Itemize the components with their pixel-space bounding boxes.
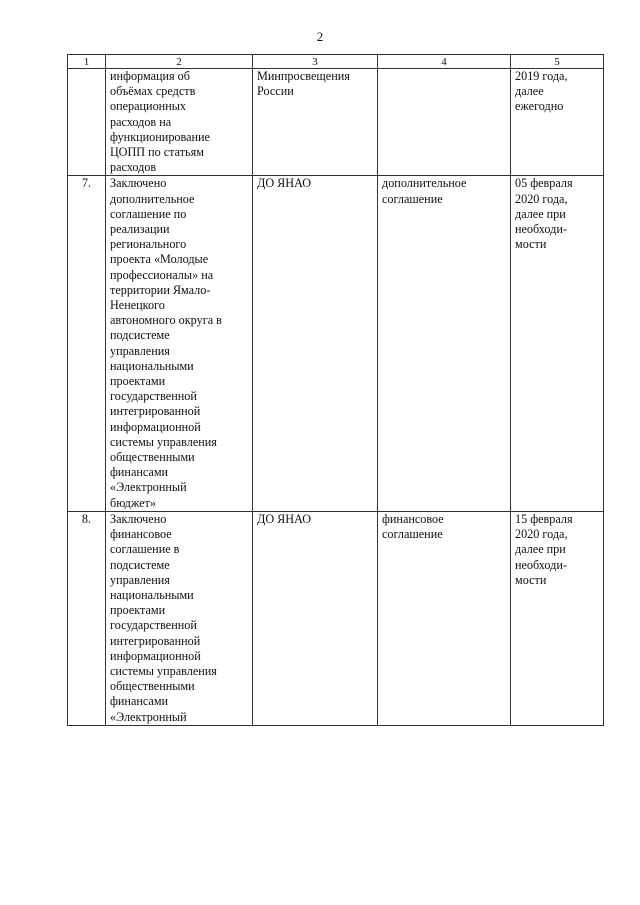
event-text-line: автономного округа в	[110, 313, 222, 328]
event-text-line: реализации	[110, 222, 170, 237]
row-number-cell	[68, 69, 106, 176]
event-text-line: соглашение в	[110, 542, 180, 557]
event-text-line: финансовое	[110, 527, 172, 542]
responsible-cell	[253, 69, 378, 176]
event-text-line: функционирование	[110, 129, 210, 144]
event-text-line: информация об	[110, 69, 190, 83]
result-text-line: соглашение	[382, 527, 443, 542]
deadline-cell	[511, 511, 604, 725]
event-text-line: проектами	[110, 374, 166, 389]
event-text-line: операционных	[110, 99, 186, 114]
plan-table	[67, 54, 604, 726]
event-text-line: «Электронный	[110, 480, 187, 495]
deadline-text-line: далее при	[515, 542, 566, 557]
event-text-line: системы управления	[110, 434, 217, 449]
event-text-line: общественными	[110, 450, 195, 465]
event-text-line: финансами	[110, 465, 169, 480]
event-text-line: проектами	[110, 603, 166, 618]
result-cell	[378, 69, 511, 176]
column-number-2: 2	[106, 55, 253, 69]
deadline-text-line: мости	[515, 572, 547, 587]
event-text-line: управления	[110, 343, 170, 358]
column-number-1: 1	[68, 55, 106, 69]
event-text-line: профессионалы» на	[110, 267, 214, 282]
column-number-row	[68, 55, 604, 69]
row-number: 8.	[81, 511, 92, 526]
event-text-line: общественными	[110, 679, 195, 694]
result-cell	[378, 511, 511, 725]
event-text-line: объёмах средств	[110, 84, 196, 99]
event-text-line: Заключено	[110, 511, 167, 526]
deadline-text-line: ежегодно	[515, 99, 564, 114]
table-row	[68, 511, 604, 725]
column-number-5: 5	[511, 55, 604, 69]
responsible-text-line: России	[257, 84, 294, 99]
event-text-line: Ненецкого	[110, 298, 165, 313]
event-text-line: системы управления	[110, 663, 217, 678]
event-text-line: регионального	[110, 237, 187, 252]
column-number-3: 3	[253, 55, 378, 69]
result-cell	[378, 176, 511, 511]
responsible-text-line: ДО ЯНАО	[257, 511, 312, 526]
page-number: 2	[316, 29, 324, 44]
event-text-line: интегрированной	[110, 633, 201, 648]
deadline-text-line: 2019 года,	[515, 69, 568, 83]
deadline-text-line: 15 февраля	[515, 511, 573, 526]
event-text-line: интегрированной	[110, 404, 201, 419]
event-text-line: подсистеме	[110, 557, 170, 572]
deadline-text-line: 2020 года,	[515, 527, 568, 542]
responsible-text-line: Минпросвещения	[257, 69, 350, 83]
deadline-text-line: мости	[515, 237, 547, 252]
deadline-text-line: необходи-	[515, 557, 567, 572]
table-row	[68, 176, 604, 511]
event-text-line: информационной	[110, 419, 201, 434]
event-text-line: бюджет»	[110, 495, 156, 510]
responsible-text-line: ДО ЯНАО	[257, 176, 312, 191]
column-number-4: 4	[378, 55, 511, 69]
result-text-line: финансовое	[382, 511, 444, 526]
deadline-text-line: необходи-	[515, 222, 567, 237]
event-text-line: проекта «Молодые	[110, 252, 209, 267]
event-text-line: национальными	[110, 358, 194, 373]
event-text-line: «Электронный	[110, 709, 187, 724]
event-text-line: расходов	[110, 160, 157, 175]
event-text-line: соглашение по	[110, 206, 187, 221]
event-text-line: расходов на	[110, 114, 172, 129]
result-text-line: соглашение	[382, 191, 443, 206]
deadline-cell	[511, 176, 604, 511]
deadline-text-line: далее при	[515, 206, 566, 221]
deadline-cell	[511, 69, 604, 176]
deadline-text-line: 05 февраля	[515, 176, 573, 191]
row-number-cell	[68, 176, 106, 511]
event-text-line: государственной	[110, 389, 197, 404]
deadline-text-line: 2020 года,	[515, 191, 568, 206]
row-number: 7.	[81, 176, 92, 191]
event-text-line: дополнительное	[110, 191, 195, 206]
result-text-line: дополнительное	[382, 176, 467, 191]
row-number-cell	[68, 511, 106, 725]
event-text-line: информационной	[110, 648, 201, 663]
event-cell	[106, 69, 253, 176]
event-text-line: ЦОПП по статьям	[110, 145, 204, 160]
event-text-line: государственной	[110, 618, 197, 633]
event-cell	[106, 511, 253, 725]
event-text-line: управления	[110, 572, 170, 587]
event-text-line: финансами	[110, 694, 169, 709]
event-text-line: национальными	[110, 587, 194, 602]
table-row	[68, 69, 604, 176]
responsible-cell	[253, 511, 378, 725]
deadline-text-line: далее	[515, 84, 544, 99]
event-text-line: подсистеме	[110, 328, 170, 343]
event-text-line: территории Ямало-	[110, 282, 211, 297]
event-cell	[106, 176, 253, 511]
event-text-line: Заключено	[110, 176, 167, 191]
responsible-cell	[253, 176, 378, 511]
